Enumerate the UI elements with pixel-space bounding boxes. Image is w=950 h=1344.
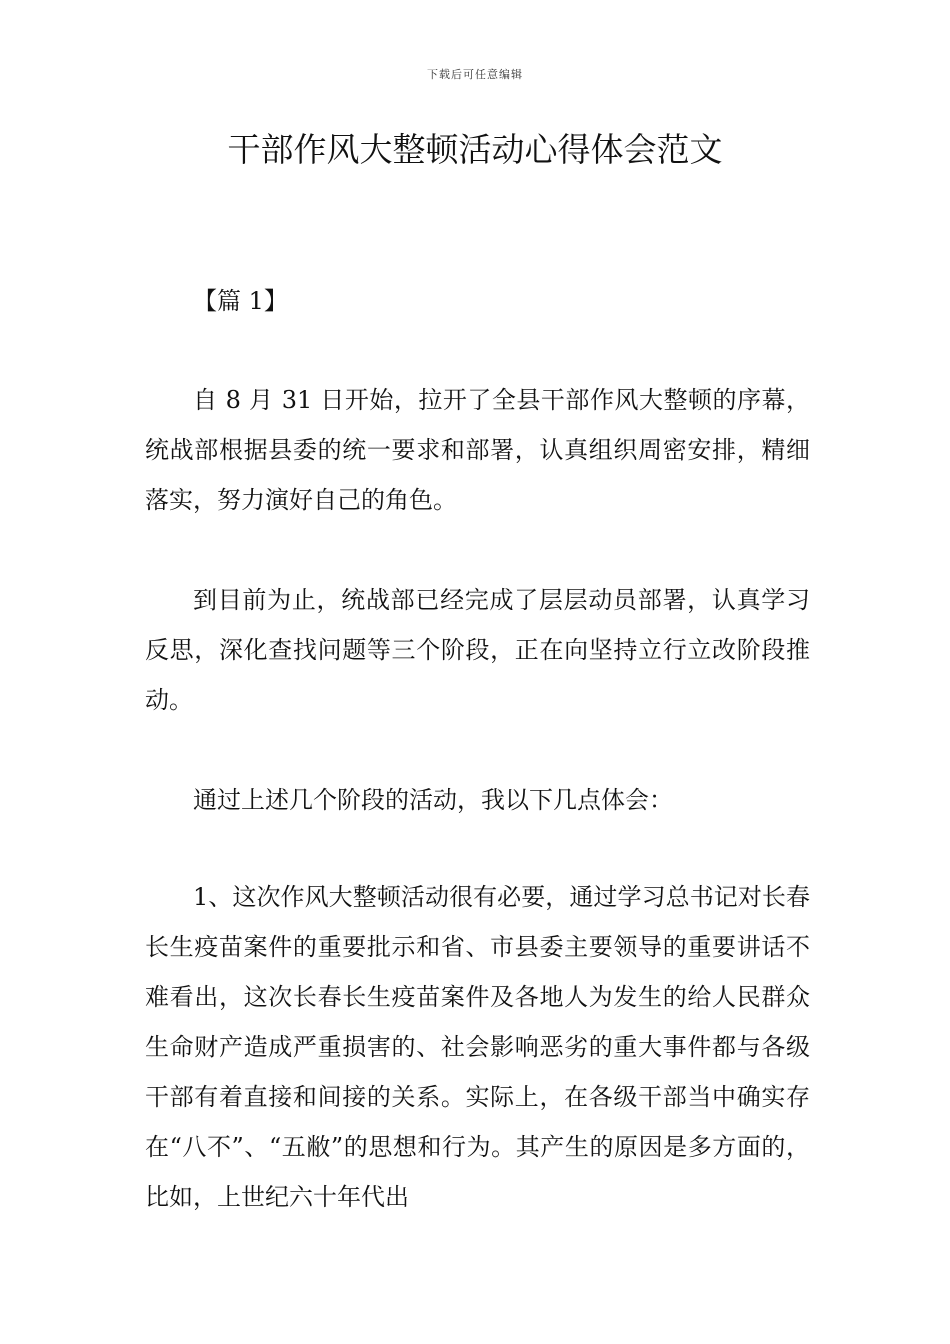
paragraph-3: 通过上述几个阶段的活动，我以下几点体会： <box>193 786 673 814</box>
paragraph-4: 1、这次作风大整顿活动很有必要，通过学习总书记对长春长生疫苗案件的重要批示和省、市县委主要领导的重要讲话不难看出，这次长春长生疫苗案件及各地人为发生的给人民群众生命财产造成严重损害的、社会影响恶劣的重大事件都与各级干部有着直接和间接的关系。实际上，在各级干部当中确实存在“八不”、“五敝”的思想和行为。其产生的原因是多方面的，比如，上世纪六十年代出 <box>145 883 810 1211</box>
header-note: 下载后可任意编辑 <box>427 68 523 81</box>
document-title: 干部作风大整顿活动心得体会范文 <box>227 130 723 169</box>
section-label: 【篇 1】 <box>193 287 288 315</box>
paragraph-2: 到目前为止，统战部已经完成了层层动员部署，认真学习反思，深化查找问题等三个阶段，正在向坚持立行立改阶段推动。 <box>145 586 810 714</box>
paragraph-1: 自 8 月 31 日开始，拉开了全县干部作风大整顿的序幕，统战部根据县委的统一要求和部署，认真组织周密安排，精细落实，努力演好自己的角色。 <box>145 386 810 514</box>
